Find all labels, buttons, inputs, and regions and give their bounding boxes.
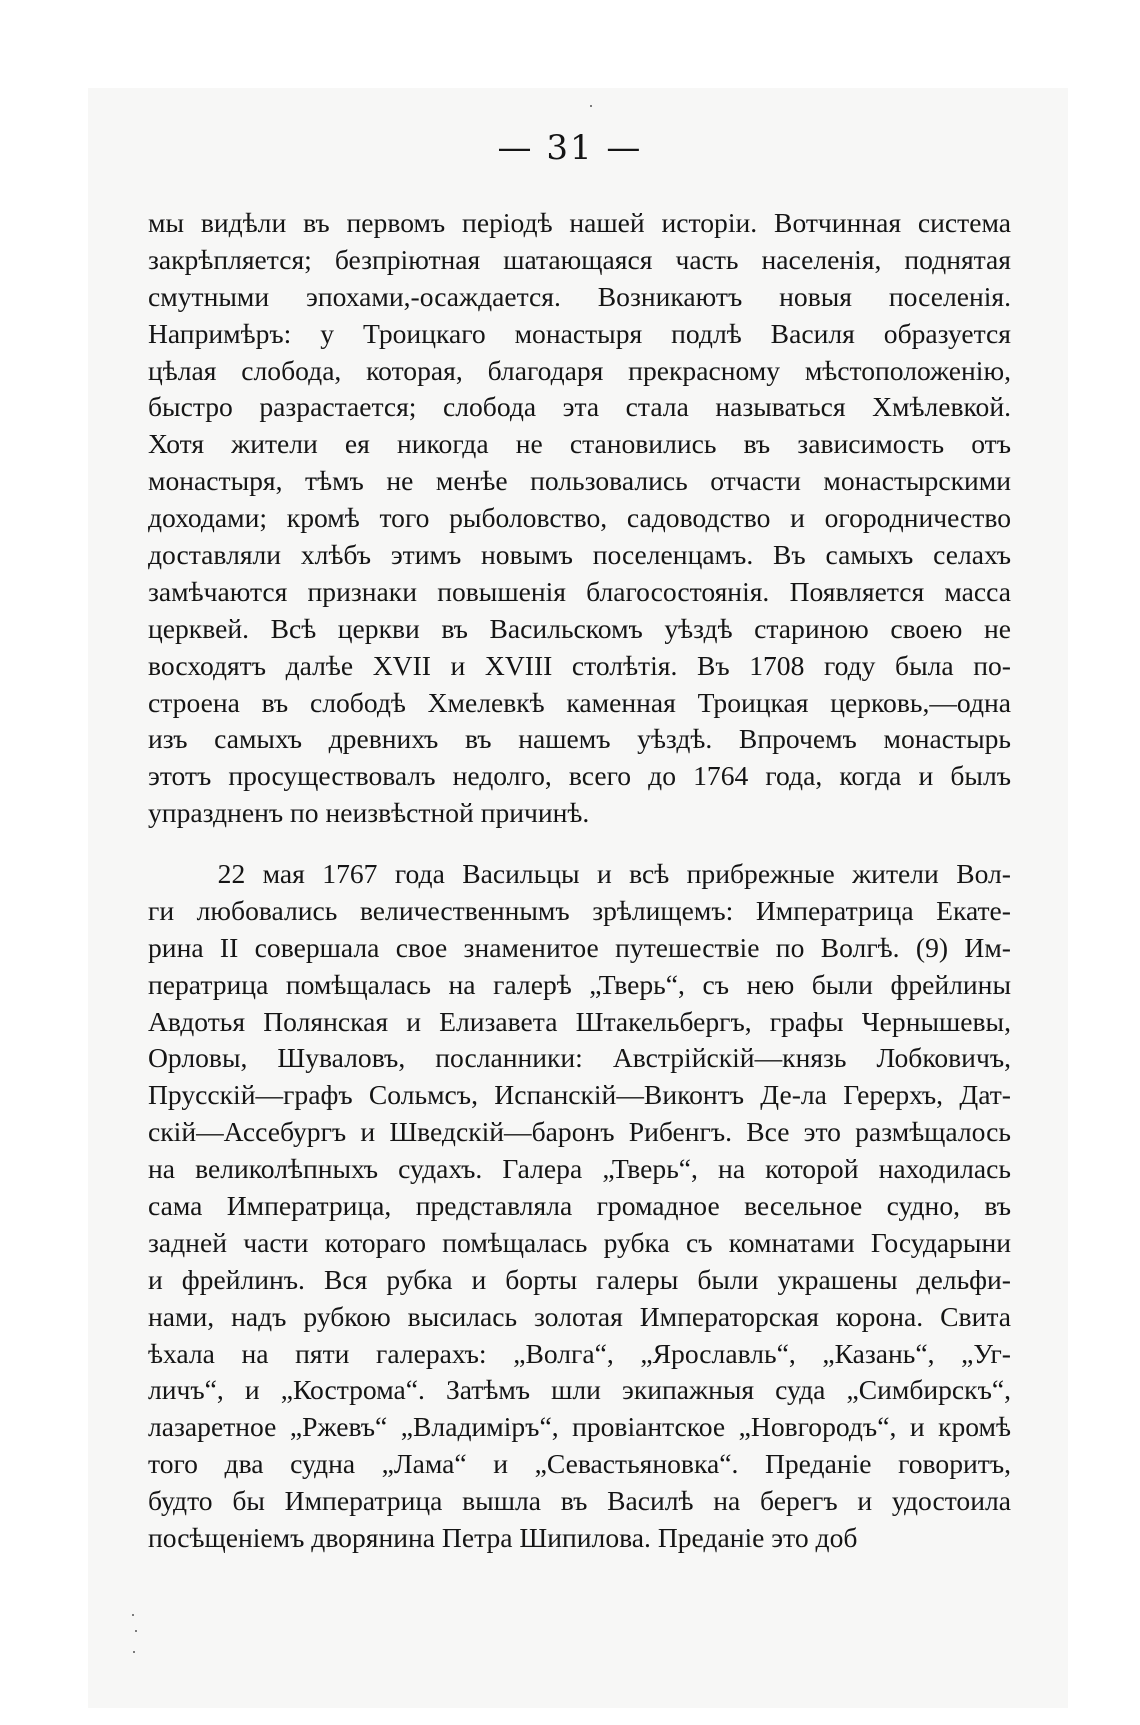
text-line: монастыря, тѣмъ не менѣе пользовались отчасти монастырскими — [148, 465, 1011, 497]
text-line: будто бы Императрица вышла въ Василѣ на берегъ и удостоила — [148, 1485, 1011, 1517]
text-line: быстро разрастается; слобода эта стала называться Хмѣлевкой. — [148, 391, 1011, 423]
text-line: Орловы, Шуваловъ, посланники: Австрійскій—князь Лобковичъ, — [148, 1042, 1011, 1074]
scan-speck — [135, 1630, 137, 1632]
text-line: сама Императрица, представляла громадное весельное судно, въ — [148, 1190, 1011, 1222]
page-number: — 31 — — [497, 128, 643, 168]
text-line: упраздненъ по неизвѣстной причинѣ. — [148, 797, 590, 829]
text-line: мы видѣли въ первомъ періодѣ нашей исторіи. Вотчинная система — [148, 207, 1011, 238]
text-line: доходами; кромѣ того рыболовство, садоводство и огородничество — [148, 502, 1011, 534]
text-line: 22 мая 1767 года Васильцы и всѣ прибрежные жители Вол- — [148, 858, 1011, 889]
scan-speck — [133, 1651, 135, 1653]
text-line: строена въ слободѣ Хмелевкѣ каменная Троицкая церковь,—одна — [148, 686, 1011, 718]
text-line: замѣчаются признаки повышенія благосостоянія. Появляется масса — [148, 575, 1011, 607]
text-line: ѣхала на пяти галерахъ: „Волга“, „Ярославль“, „Казань“, „Уг- — [148, 1337, 1011, 1369]
text-line: этотъ просуществовалъ недолго, всего до 1764 года, когда и былъ — [148, 760, 1011, 792]
scan-speck — [590, 105, 592, 107]
text-line: нами, надъ рубкою высилась золотая Императорская корона. Свита — [148, 1300, 1011, 1332]
text-line: закрѣпляется; безпріютная шатающаяся часть населенія, поднятая — [148, 243, 1011, 275]
text-line: Напримѣръ: у Троицкаго монастыря подлѣ Василя образуется — [148, 317, 1011, 349]
text-line: рина II совершала свое знаменитое путешествіе по Волгѣ. (9) Им- — [148, 931, 1011, 963]
text-line: того два судна „Лама“ и „Севастьяновка“. Преданіе говоритъ, — [148, 1448, 1011, 1480]
text-line: лазаретное „Ржевъ“ „Владиміръ“, провіантское „Новгородъ“, и кромѣ — [148, 1411, 1011, 1443]
text-line: и фрейлинъ. Вся рубка и борты галеры были украшены дельфи- — [148, 1263, 1011, 1295]
scan-speck — [132, 1614, 134, 1616]
text-line: посѣщеніемъ дворянина Петра Шипилова. Преданіе это доб — [148, 1522, 858, 1554]
text-line: скій—Ассебургъ и Шведскій—баронъ Рибенгъ. Все это размѣщалось — [148, 1116, 1011, 1148]
text-line: на великолѣпныхъ судахъ. Галера „Тверь“, на которой находилась — [148, 1153, 1011, 1185]
text-line: смутными эпохами,-осаждается. Возникаютъ новыя поселенія. — [148, 280, 1011, 312]
paragraph-2 — [148, 856, 1011, 1557]
text-line: личъ“, и „Кострома“. Затѣмъ шли экипажныя суда „Симбирскъ“, — [148, 1374, 1011, 1406]
text-line: ператрица помѣщалась на галерѣ „Тверь“, съ нею были фрейлины — [148, 968, 1011, 1000]
text-line: Хотя жители ея никогда не становились въ зависимость отъ — [148, 428, 1011, 460]
text-line: церквей. Всѣ церкви въ Васильскомъ уѣздѣ стариною своею не — [148, 612, 1011, 644]
text-line: ги любовались величественнымъ зрѣлищемъ: Императрица Екате- — [148, 894, 1011, 926]
text-line: задней части котораго помѣщалась рубка съ комнатами Государыни — [148, 1226, 1011, 1258]
paragraph-1 — [148, 205, 1011, 832]
text-line: доставляли хлѣбъ этимъ новымъ поселенцамъ. Въ самыхъ селахъ — [148, 539, 1011, 571]
text-line: изъ самыхъ древнихъ въ нашемъ уѣздѣ. Впрочемъ монастырь — [148, 723, 1011, 755]
text-line: Прусскій—графъ Сольмсъ, Испанскій—Виконтъ Де-ла Герерхъ, Дат- — [148, 1079, 1011, 1111]
text-line: Авдотья Полянская и Елизавета Штакельбергъ, графы Чернышевы, — [148, 1005, 1011, 1037]
text-line: цѣлая слобода, которая, благодаря прекрасному мѣстоположенію, — [148, 354, 1011, 386]
text-line: восходятъ далѣе XVII и XVIII столѣтія. Въ 1708 году была по- — [148, 649, 1011, 681]
